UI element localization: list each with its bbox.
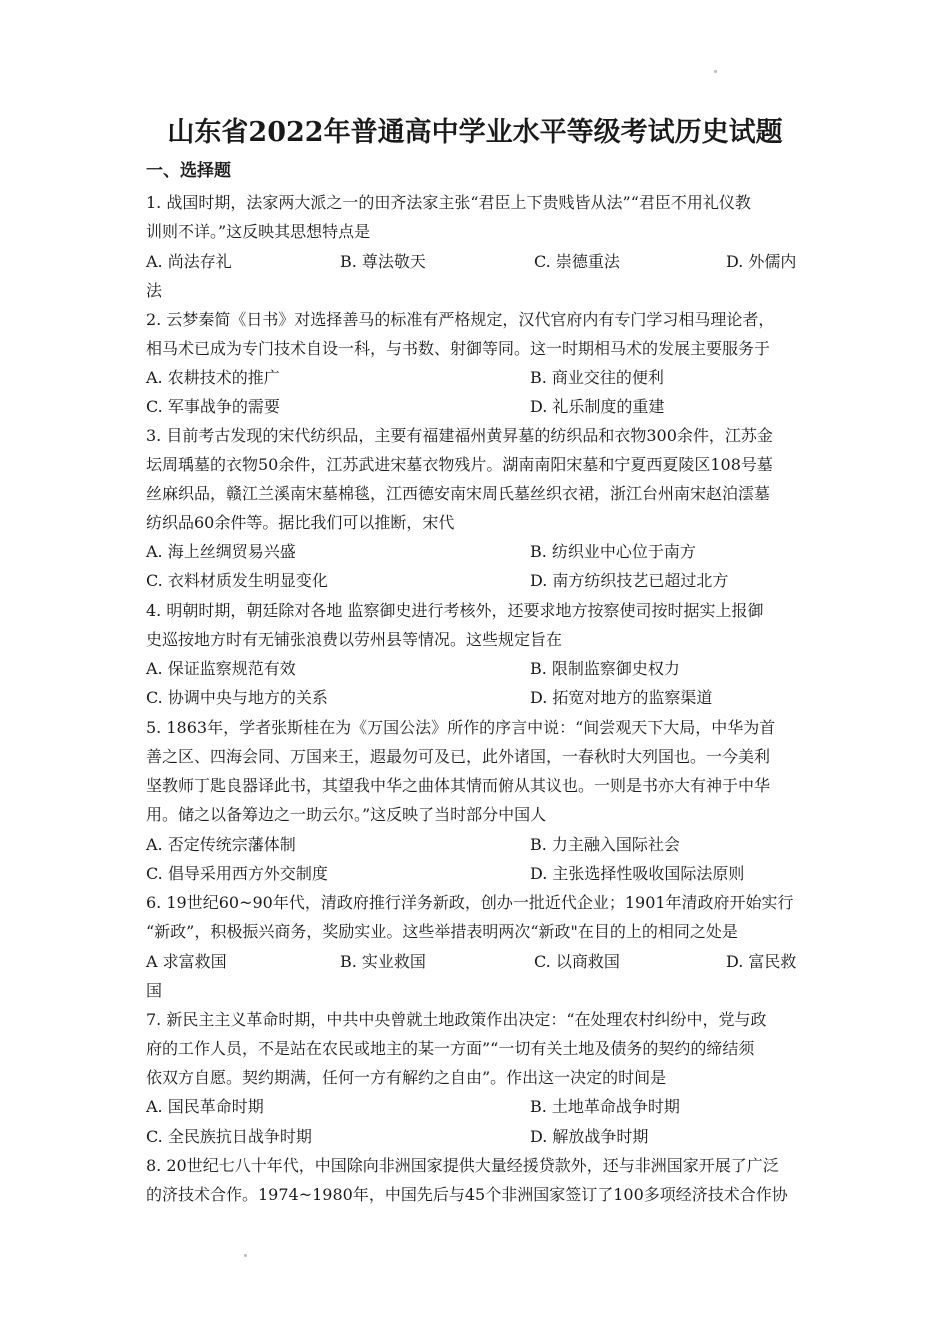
question-3-stem: 3. 目前考古发现的宋代纺织品，主要有福建福州黄昇墓的纺织品和衣物300余件，江苏金 bbox=[146, 426, 773, 445]
question-7-option-d: D. 解放战争时期 bbox=[530, 1127, 649, 1146]
question-5-stem: 善之区、四海会同、万国来王，遐最勿可及已，此外诸国，一春秋时大列国也。一今美利 bbox=[146, 747, 771, 766]
question-5-option-c: C. 倡导采用西方外交制度 bbox=[146, 864, 328, 883]
question-3-option-a: A. 海上丝绸贸易兴盛 bbox=[146, 542, 296, 561]
question-2-stem: 相马术已成为专门技术自设一科，与书数、射御等同。这一时期相马术的发展主要服务于 bbox=[146, 339, 771, 358]
question-6-option-d-wrap: 国 bbox=[146, 981, 163, 1000]
question-7-stem: 依双方自愿。契约期满，任何一方有解约之自由”。作出这一决定的时间是 bbox=[146, 1068, 667, 1087]
question-5-option-a: A. 否定传统宗藩体制 bbox=[146, 835, 296, 854]
question-8-stem: 的济技术合作。1974~1980年，中国先后与45个非洲国家签订了100多项经济技术合作协 bbox=[146, 1185, 788, 1204]
scan-speck bbox=[244, 1254, 247, 1257]
question-4-option-b: B. 限制监察御史权力 bbox=[530, 659, 680, 678]
question-2-option-a: A. 农耕技术的推广 bbox=[146, 368, 280, 387]
question-1-option-a: A. 尚法存礼 bbox=[146, 252, 232, 271]
question-3-stem: 纺织品60余件等。据比我们可以推断，宋代 bbox=[146, 513, 455, 532]
question-3-stem: 坛周瑀墓的衣物50余件，江苏武进宋墓衣物残片。湖南南阳宋墓和宁夏西夏陵区108号墓 bbox=[146, 455, 773, 474]
page-title: 山东省2022年普通高中学业水平等级考试历史试题 bbox=[167, 117, 783, 148]
question-3-stem: 丝麻织品，赣江兰溪南宋墓棉毯，江西德安南宋周氏墓丝织衣裙，浙江台州南宋赵泊澐墓 bbox=[146, 484, 771, 503]
question-6-stem: “新政”，积极振兴商务，奖励实业。这些举措表明两次“新政"在目的上的相同之处是 bbox=[146, 922, 738, 941]
question-6-option-d: D. 富民救 bbox=[726, 952, 797, 971]
question-6-option-c: C. 以商救国 bbox=[534, 952, 620, 971]
scan-speck bbox=[714, 70, 717, 73]
question-3-option-b: B. 纺织业中心位于南方 bbox=[530, 542, 696, 561]
question-7-option-b: B. 土地革命战争时期 bbox=[530, 1097, 680, 1116]
question-2-option-c: C. 军事战争的需要 bbox=[146, 397, 280, 416]
question-4-option-a: A. 保证监察规范有效 bbox=[146, 659, 296, 678]
question-7-stem: 7. 新民主主义革命时期，中共中央曾就土地政策作出决定：“在处理农村纠纷中，党与政 bbox=[146, 1010, 767, 1029]
question-4-stem: 史巡按地方时有无铺张浪费以劳州县等情况。这些规定旨在 bbox=[146, 630, 563, 649]
question-1-stem: 1. 战国时期，法家两大派之一的田齐法家主张“君臣上下贵贱皆从法”“君臣不用礼仪教 bbox=[146, 193, 751, 212]
question-4-option-c: C. 协调中央与地方的关系 bbox=[146, 688, 328, 707]
question-1-option-d-wrap: 法 bbox=[146, 281, 163, 300]
question-5-stem: 用。储之以备筹边之一助云尔。”这反映了当时部分中国人 bbox=[146, 805, 547, 824]
question-3-option-c: C. 衣料材质发生明显变化 bbox=[146, 571, 328, 590]
question-1-option-c: C. 崇德重法 bbox=[534, 252, 620, 271]
question-2-option-d: D. 礼乐制度的重建 bbox=[530, 397, 665, 416]
question-7-option-a: A. 国民革命时期 bbox=[146, 1097, 264, 1116]
question-6-stem: 6. 19世纪60~90年代，清政府推行洋务新政，创办一批近代企业；1901年清政府开始实行 bbox=[146, 893, 794, 912]
question-6-option-b: B. 实业救国 bbox=[340, 952, 426, 971]
question-6-option-a: A 求富救国 bbox=[146, 952, 227, 971]
question-7-stem: 府的工作人员，不是站在农民或地主的某一方面”“一切有关土地及债务的契约的缔结须 bbox=[146, 1039, 755, 1058]
question-7-option-c: C. 全民族抗日战争时期 bbox=[146, 1127, 312, 1146]
question-5-option-b: B. 力主融入国际社会 bbox=[530, 835, 680, 854]
question-5-stem: 坚教师丁匙良器译此书，其望我中华之曲体其情而俯从其议也。一则是书亦大有神于中华 bbox=[146, 776, 771, 795]
question-4-stem: 4. 明朝时期，朝廷除对各地 监察御史进行考核外，还要求地方按察使司按时据实上报御 bbox=[146, 601, 764, 620]
question-1-stem: 训则不详。”这反映其思想特点是 bbox=[146, 222, 371, 241]
question-5-option-d: D. 主张选择性吸收国际法原则 bbox=[530, 864, 745, 883]
question-8-stem: 8. 20世纪七八十年代，中国除向非洲国家提供大量经援贷款外，还与非洲国家开展了广泛 bbox=[146, 1156, 779, 1175]
question-2-stem: 2. 云梦秦简《日书》对选择善马的标准有严格规定，汉代官府内有专门学习相马理论者， bbox=[146, 310, 775, 329]
question-1-option-b: B. 尊法敬天 bbox=[340, 252, 426, 271]
question-3-option-d: D. 南方纺织技艺已超过北方 bbox=[530, 571, 729, 590]
question-2-option-b: B. 商业交往的便利 bbox=[530, 368, 664, 387]
question-5-stem: 5. 1863年，学者张斯桂在为《万国公法》所作的序言中说：“间尝观天下大局，中华为首 bbox=[146, 718, 776, 737]
question-4-option-d: D. 拓宽对地方的监察渠道 bbox=[530, 688, 713, 707]
question-1-option-d: D. 外儒内 bbox=[726, 252, 797, 271]
section-heading: 一、选择题 bbox=[146, 161, 231, 181]
